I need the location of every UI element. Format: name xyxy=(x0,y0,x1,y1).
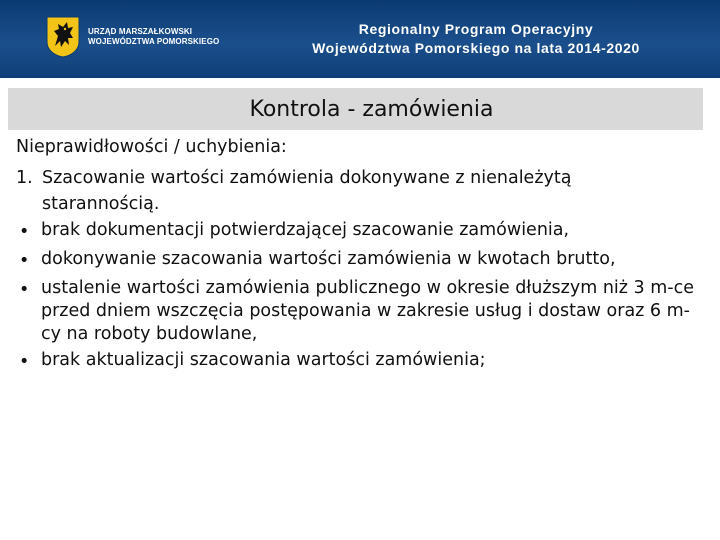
program-line-1: Regionalny Program Operacyjny xyxy=(358,21,594,37)
griffin-crest-icon xyxy=(46,16,80,58)
numbered-item-text xyxy=(42,165,571,217)
numbered-item xyxy=(16,165,696,217)
logo xyxy=(46,16,219,58)
item-number: 1. xyxy=(16,168,33,188)
title-bar xyxy=(8,88,703,130)
slide-title: Kontrola - zamówienia xyxy=(249,96,494,122)
program-title xyxy=(266,20,686,58)
list-item-text: brak aktualizacji szacowania wartości zamówienia; xyxy=(41,350,486,370)
bullet-icon: • xyxy=(19,352,30,372)
list-item-text: ustalenie wartości zamówienia publicznego w okresie dłuższym niż 3 m-ce przed dniem wszczęcia postępowania w zakresie usług i dostaw oraz 6 m-cy na roboty budowlane, xyxy=(41,278,694,344)
list-item xyxy=(16,277,696,346)
list-item-text: dokonywanie szacowania wartości zamówienia w kwotach brutto, xyxy=(41,249,616,269)
numbered-item-line-1: Szacowanie wartości zamówienia dokonywane z nienależytą xyxy=(42,168,572,188)
numbered-item-line-2: starannością. xyxy=(42,194,160,214)
bullet-icon: • xyxy=(19,280,30,300)
list-item xyxy=(16,349,696,375)
list-item xyxy=(16,219,696,245)
slide-content xyxy=(16,134,696,378)
bullet-icon: • xyxy=(19,222,30,242)
bullet-list xyxy=(16,219,696,375)
program-line-2: Województwa Pomorskiego na lata 2014-2020 xyxy=(312,40,640,56)
logo-line-2: WOJEWÓDZTWA POMORSKIEGO xyxy=(88,37,220,46)
logo-line-1: URZĄD MARSZAŁKOWSKI xyxy=(88,27,193,36)
header-banner xyxy=(0,0,720,78)
logo-text xyxy=(88,27,219,47)
list-item xyxy=(16,248,696,274)
section-heading: Nieprawidłowości / uchybienia: xyxy=(16,137,287,157)
list-item-text: brak dokumentacji potwierdzającej szacowanie zamówienia, xyxy=(41,220,570,240)
bullet-icon: • xyxy=(19,251,30,271)
